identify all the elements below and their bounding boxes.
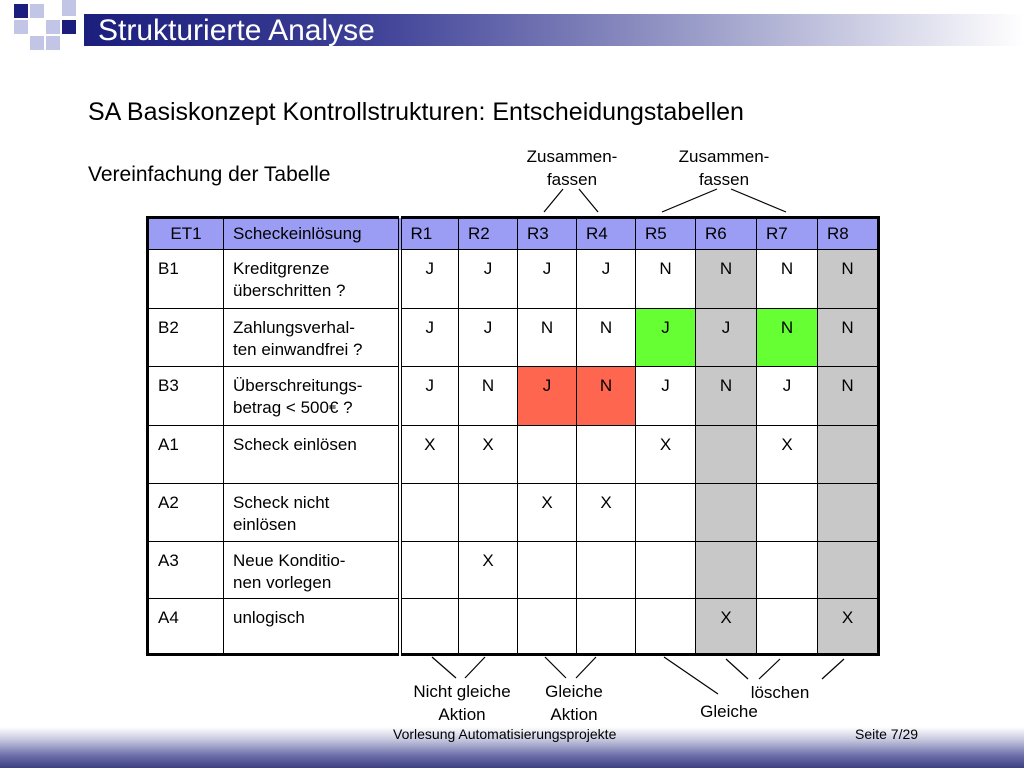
cell-value: N [696,367,757,426]
decision-table [146,216,880,656]
cell-value: J [459,250,518,309]
cell-value: J [757,367,818,426]
cell-value [459,599,518,655]
cell-value [818,541,879,599]
cell-value: N [577,308,636,367]
cell-value [518,426,577,484]
row-label: Zahlungsverhal- ten einwandfrei ? [224,308,400,367]
table-row [148,250,879,309]
cell-value: N [696,250,757,309]
cell-value-highlight-red: J [518,367,577,426]
footer-course: Vorlesung Automatisierungsprojekte [393,726,617,742]
header-rule-r3: R3 [518,218,577,250]
row-id: A1 [148,426,224,484]
cell-value [577,599,636,655]
table-row [148,599,879,655]
row-id: B3 [148,367,224,426]
cell-value [818,483,879,541]
cell-value: X [400,426,459,484]
cell-value: X [459,541,518,599]
header-rule-r7: R7 [757,218,818,250]
cell-value [459,483,518,541]
row-id: B2 [148,308,224,367]
table-row [148,308,879,367]
cell-value: J [696,308,757,367]
pointer-line [664,657,718,694]
cell-value: N [818,308,879,367]
slide-title: Strukturierte Analyse [98,14,375,47]
pointer-line [576,657,596,678]
cell-value: J [518,250,577,309]
cell-value [518,599,577,655]
cell-value-highlight-red: N [577,367,636,426]
annotation-not-same-action-text: Nicht gleiche Aktion [413,682,511,724]
cell-value-highlight-green: N [757,308,818,367]
pointer-line [545,657,566,678]
cell-value: N [818,250,879,309]
pointer-line [726,659,748,679]
cell-value [400,541,459,599]
header-rule-r4: R4 [577,218,636,250]
table-row [148,426,879,484]
header-rule-r6: R6 [696,218,757,250]
row-label: Scheck nicht einlösen [224,483,400,541]
annotation-same-action-2-text: Gleiche [700,702,758,721]
row-id: B1 [148,250,224,309]
cell-value: X [696,599,757,655]
cell-value [636,541,696,599]
header-rule-r1: R1 [400,218,459,250]
cell-value [400,599,459,655]
annotation-merge-2-text: Zusammen- fassen [678,147,770,189]
cell-value: J [400,250,459,309]
slide-subheading: Vereinfachung der Tabelle [88,163,331,186]
cell-value [757,599,818,655]
row-label: Scheck einlösen [224,426,400,484]
cell-value [400,483,459,541]
cell-value [757,541,818,599]
cell-value [757,483,818,541]
pointer-line [544,189,563,212]
row-id: A3 [148,541,224,599]
cell-value [696,483,757,541]
annotation-delete-text: löschen [750,683,810,702]
cell-value: X [757,426,818,484]
cell-value: N [757,250,818,309]
cell-value [577,426,636,484]
annotation-merge-1-text: Zusammen- fassen [526,147,618,189]
table-row [148,367,879,426]
cell-value [518,541,577,599]
cell-value: J [577,250,636,309]
cell-value [577,541,636,599]
row-label: Neue Konditio- nen vorlegen [224,541,400,599]
cell-value [696,426,757,484]
cell-value [818,426,879,484]
cell-value: X [636,426,696,484]
row-label: unlogisch [224,599,400,655]
cell-value [636,599,696,655]
pointer-line [759,659,780,679]
header-table-name: Scheckeinlösung [224,218,400,250]
cell-value: J [400,308,459,367]
pointer-line [822,659,844,679]
cell-value [696,541,757,599]
cell-value: J [459,308,518,367]
pointer-line [579,189,598,212]
cell-value: N [818,367,879,426]
cell-value: J [400,367,459,426]
cell-value: X [518,483,577,541]
row-id: A4 [148,599,224,655]
cell-value: X [459,426,518,484]
cell-value: N [636,250,696,309]
row-label: Kreditgrenze überschritten ? [224,250,400,309]
table-header-row [148,218,879,250]
table-row [148,541,879,599]
cell-value: N [518,308,577,367]
cell-value: J [636,367,696,426]
header-rule-r8: R8 [818,218,879,250]
annotation-same-action-1-text: Gleiche Aktion [545,682,603,724]
row-label: Überschreitungs- betrag < 500€ ? [224,367,400,426]
header-rule-r2: R2 [459,218,518,250]
cell-value: N [459,367,518,426]
row-id: A2 [148,483,224,541]
cell-value-highlight-green: J [636,308,696,367]
pointer-line [465,657,485,678]
pointer-line [432,657,456,678]
header-et-id: ET1 [148,218,224,250]
cell-value [636,483,696,541]
footer-page-number: Seite 7/29 [855,726,919,742]
pointer-line [662,189,717,212]
table-row [148,483,879,541]
cell-value: X [818,599,879,655]
pointer-line [731,189,786,212]
slide-heading: SA Basiskonzept Kontrollstrukturen: Entscheidungstabellen [88,98,744,126]
header-rule-r5: R5 [636,218,696,250]
cell-value: X [577,483,636,541]
